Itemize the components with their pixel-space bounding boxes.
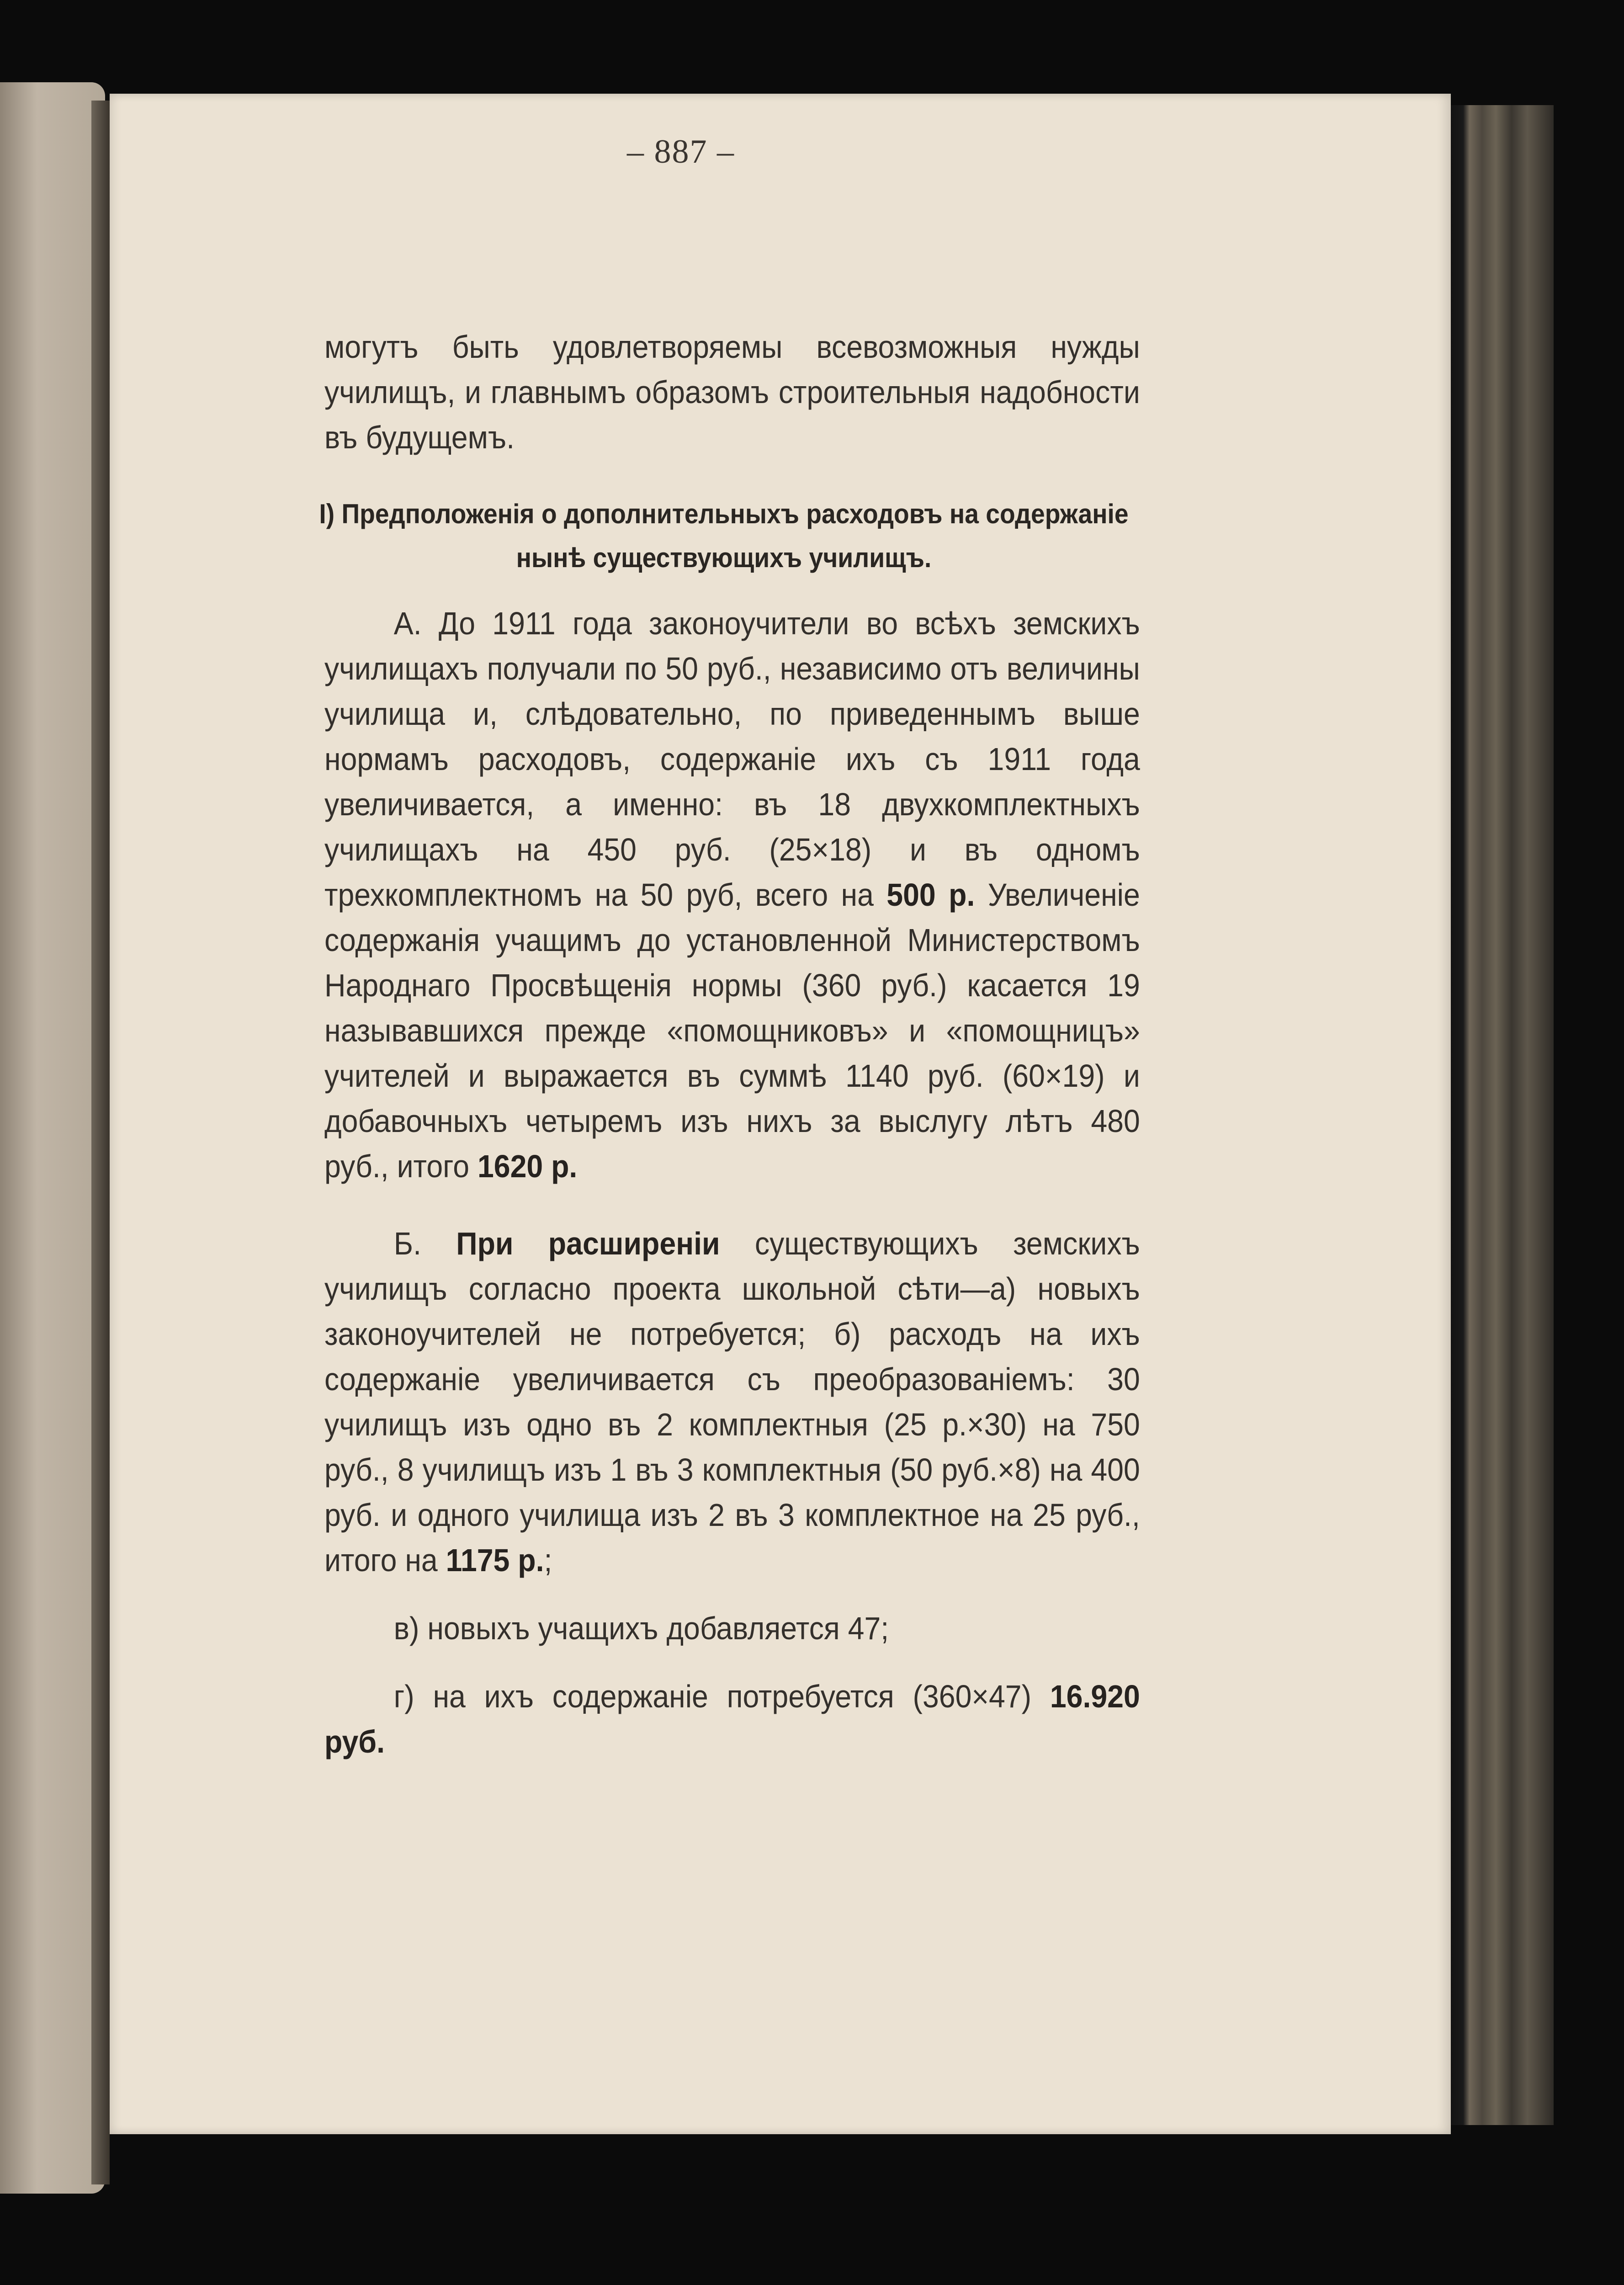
paragraph-b-total: 1175 р. xyxy=(446,1542,544,1578)
item-g-text: г) на ихъ содержаніе потребуется (360×47) xyxy=(393,1679,1050,1714)
paragraph-b-text-1: существующихъ земскихъ училищъ согласно проекта школьной сѣти—а) новыхъ законоучителей не потребуется; б) расходъ на ихъ содержаніе увеличивается съ преобразованіемъ: 30 училищъ изъ одно въ 2 комплектныя (25 р.×30) на 750 руб., 8 училищъ изъ 1 въ 3 комплектныя (50 руб.×8) на 400 руб. и одного училища изъ 2 въ 3 комплектное на 25 руб., итого на xyxy=(324,1226,1140,1578)
adjacent-left-page xyxy=(0,82,105,2194)
paragraph-a-text-1: А. До 1911 года законоучители во всѣхъ земскихъ училищахъ получали по 50 руб., независимо отъ величины училища и, слѣдовательно, по приведеннымъ выше нормамъ расходовъ, содержаніе ихъ съ 1911 года увеличивается, а именно: въ 18 двухкомплектныхъ училищахъ на 450 руб. (25×18) и въ одномъ трехкомплектномъ на 50 руб, всего на xyxy=(324,606,1140,913)
paragraph-b-text-2: ; xyxy=(544,1542,552,1578)
page-number: – 887 – xyxy=(627,133,735,170)
heading-line-1: I) Предположенія о дополнительныхъ расходовъ на содержаніе xyxy=(319,499,1129,529)
intro-paragraph: могутъ быть удовлетворяемы всевозможныя нужды училищъ, и главнымъ образомъ строительныя надобности въ будущемъ. xyxy=(324,329,1140,455)
paragraph-b-label: Б. xyxy=(393,1226,456,1261)
text-column xyxy=(319,324,1140,1764)
paragraph-a-total-1: 500 р. xyxy=(886,877,975,913)
heading-line-2: нынѣ существующихъ училищъ. xyxy=(516,542,932,573)
paragraph-b xyxy=(324,1221,1140,1583)
paragraph-a-text-2: Увеличеніе содержанія учащимъ до установленной Министерствомъ Народнаго Просвѣщенія нормы (360 руб.) касается 19 называвшихся прежде «помощниковъ» и «помощницъ» учителей и выражается въ суммѣ 1140 руб. (60×19) и добавочныхъ четыремъ изъ нихъ за выслугу лѣтъ 480 руб., итого xyxy=(324,877,1140,1184)
paragraph-b-emphasis: При расширеніи xyxy=(456,1226,720,1261)
paragraph-a-total-2: 1620 р. xyxy=(477,1148,578,1184)
item-g-total: 16.920 руб. xyxy=(324,1679,1140,1759)
paragraph-a xyxy=(324,601,1140,1189)
book-gutter xyxy=(91,101,110,2184)
item-v: в) новыхъ учащихъ добавляется 47; xyxy=(393,1610,889,1646)
section-heading xyxy=(308,492,1140,580)
page-stack-edge xyxy=(1449,105,1554,2125)
item-g xyxy=(324,1674,1140,1764)
